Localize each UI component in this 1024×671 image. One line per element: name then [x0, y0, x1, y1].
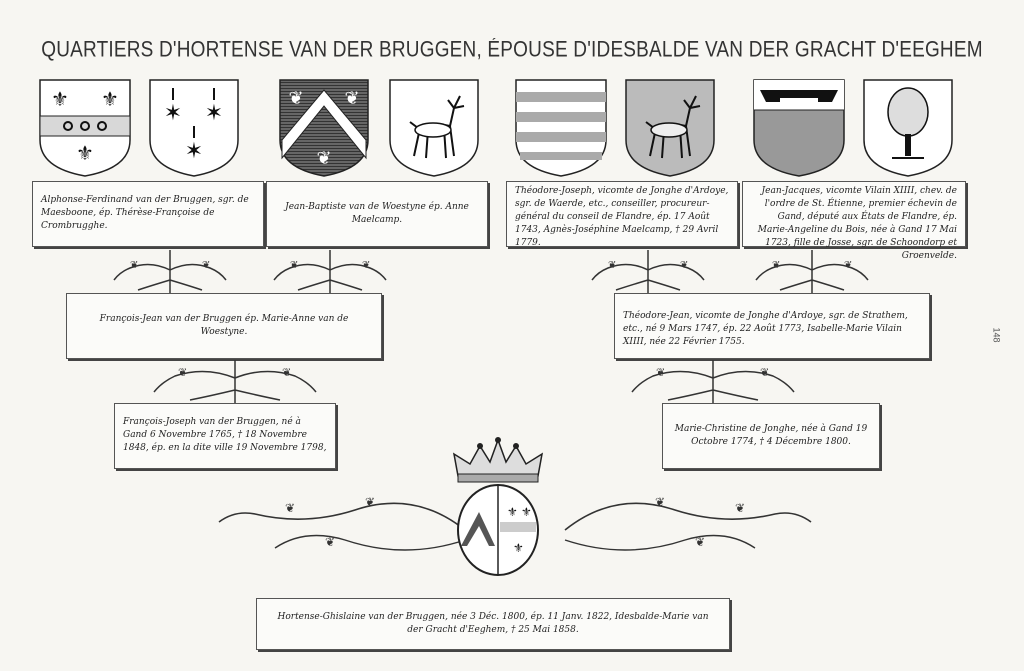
svg-text:⚜: ⚜: [513, 541, 524, 555]
svg-text:❦: ❦: [844, 260, 853, 271]
vine-decoration-6: [628, 360, 798, 404]
shield-du-bois-tree: [862, 78, 954, 178]
svg-text:❦: ❦: [344, 88, 360, 109]
shield-van-der-bruggen: [38, 78, 132, 178]
box-theodore-joseph: Théodore-Joseph, vicomte de Jonghe d'Ardoye, sgr. de Waerde, etc., conseiller, procureur-général du conseil de Flandre, ép. 17 Août 1743, Agnès-Joséphine Maelcamp, † 29 Avril 1779.: [506, 181, 738, 247]
svg-text:⚜: ⚜: [507, 505, 518, 519]
vine-decoration-1: [110, 250, 230, 294]
shield-maelcamp-stag-2: [624, 78, 716, 178]
vine-decoration-2: [270, 250, 390, 294]
svg-text:⚜: ⚜: [521, 505, 532, 519]
svg-text:❦: ❦: [290, 260, 299, 271]
svg-text:❦: ❦: [680, 260, 689, 271]
box-francois-jean: François-Jean van der Bruggen ép. Marie-Anne van de Woestyne.: [66, 293, 382, 359]
svg-text:✶: ✶: [204, 101, 224, 126]
vine-decoration-3: [588, 250, 708, 294]
svg-text:❦: ❦: [316, 148, 332, 169]
svg-text:⚜: ⚜: [101, 87, 119, 111]
svg-text:❦: ❦: [656, 366, 666, 379]
svg-text:❦: ❦: [178, 366, 188, 379]
shield-vilain-xiiii: [752, 78, 846, 178]
shield-de-crombrugghe: [148, 78, 240, 178]
vine-decoration-4: [752, 250, 872, 294]
svg-text:❦: ❦: [288, 88, 304, 109]
svg-text:❦: ❦: [362, 260, 371, 271]
svg-text:❦: ❦: [202, 260, 211, 271]
svg-text:✶: ✶: [184, 139, 204, 164]
page-number: 148: [991, 327, 1002, 343]
svg-text:❦: ❦: [760, 366, 770, 379]
svg-text:❦: ❦: [608, 260, 617, 271]
svg-text:⚜: ⚜: [51, 87, 69, 111]
svg-text:❦: ❦: [695, 535, 706, 549]
box-jean-jacques: Jean-Jacques, vicomte Vilain XIIII, chev. de l'ordre de St. Étienne, premier échevin de Gand, député aux États de Flandre, ép. Marie-Angeline du Bois, née à Gand 17 Mai 1723, fille de Josse, sgr. de Schoondorp et Groenvelde.: [742, 181, 966, 247]
shield-de-jonghe-dardoye: [514, 78, 608, 178]
svg-text:✶: ✶: [163, 101, 183, 126]
svg-text:⚜: ⚜: [76, 141, 94, 165]
svg-text:❦: ❦: [282, 366, 292, 379]
svg-text:❦: ❦: [772, 260, 781, 271]
box-theodore-jean: Théodore-Jean, vicomte de Jonghe d'Ardoye, sgr. de Strathem, etc., né 9 Mars 1747, ép. 22 Août 1773, Isabelle-Marie Vilain XIIII, née 22 Février 1755.: [614, 293, 930, 359]
svg-text:❦: ❦: [285, 501, 296, 515]
svg-text:❦: ❦: [325, 535, 336, 549]
box-marie-christine: Marie-Christine de Jonghe, née à Gand 19 Octobre 1774, † 4 Décembre 1800.: [662, 403, 880, 469]
vine-decoration-5: [150, 360, 320, 404]
central-shield: [455, 482, 541, 578]
central-crown: [448, 436, 548, 486]
svg-text:❦: ❦: [735, 501, 746, 515]
page-title: QUARTIERS D'HORTENSE VAN DER BRUGGEN, ÉPOUSE D'IDESBALDE VAN DER GRACHT D'EEGHEM: [41, 38, 983, 63]
svg-text:❦: ❦: [365, 495, 376, 509]
box-hortense-ghislaine: Hortense-Ghislaine van der Bruggen, née 3 Déc. 1800, ép. 11 Janv. 1822, Idesbalde-Marie van der Gracht d'Eeghem, † 25 Mai 1858.: [256, 598, 730, 650]
box-alphonse-ferdinand: Alphonse-Ferdinand van der Bruggen, sgr. de Maesboone, ép. Thérèse-Françoise de Crombrugghe.: [32, 181, 264, 247]
box-francois-joseph: François-Joseph van der Bruggen, né à Gand 6 Novembre 1765, † 18 Novembre 1848, ép. en la dite ville 19 Novembre 1798,: [114, 403, 336, 469]
shield-maelcamp-stag: [388, 78, 480, 178]
shield-van-de-woestyne: [278, 78, 370, 178]
svg-text:❦: ❦: [130, 260, 139, 271]
box-jean-baptiste: Jean-Baptiste van de Woestyne ép. Anne Maelcamp.: [266, 181, 488, 247]
svg-text:❦: ❦: [655, 495, 666, 509]
